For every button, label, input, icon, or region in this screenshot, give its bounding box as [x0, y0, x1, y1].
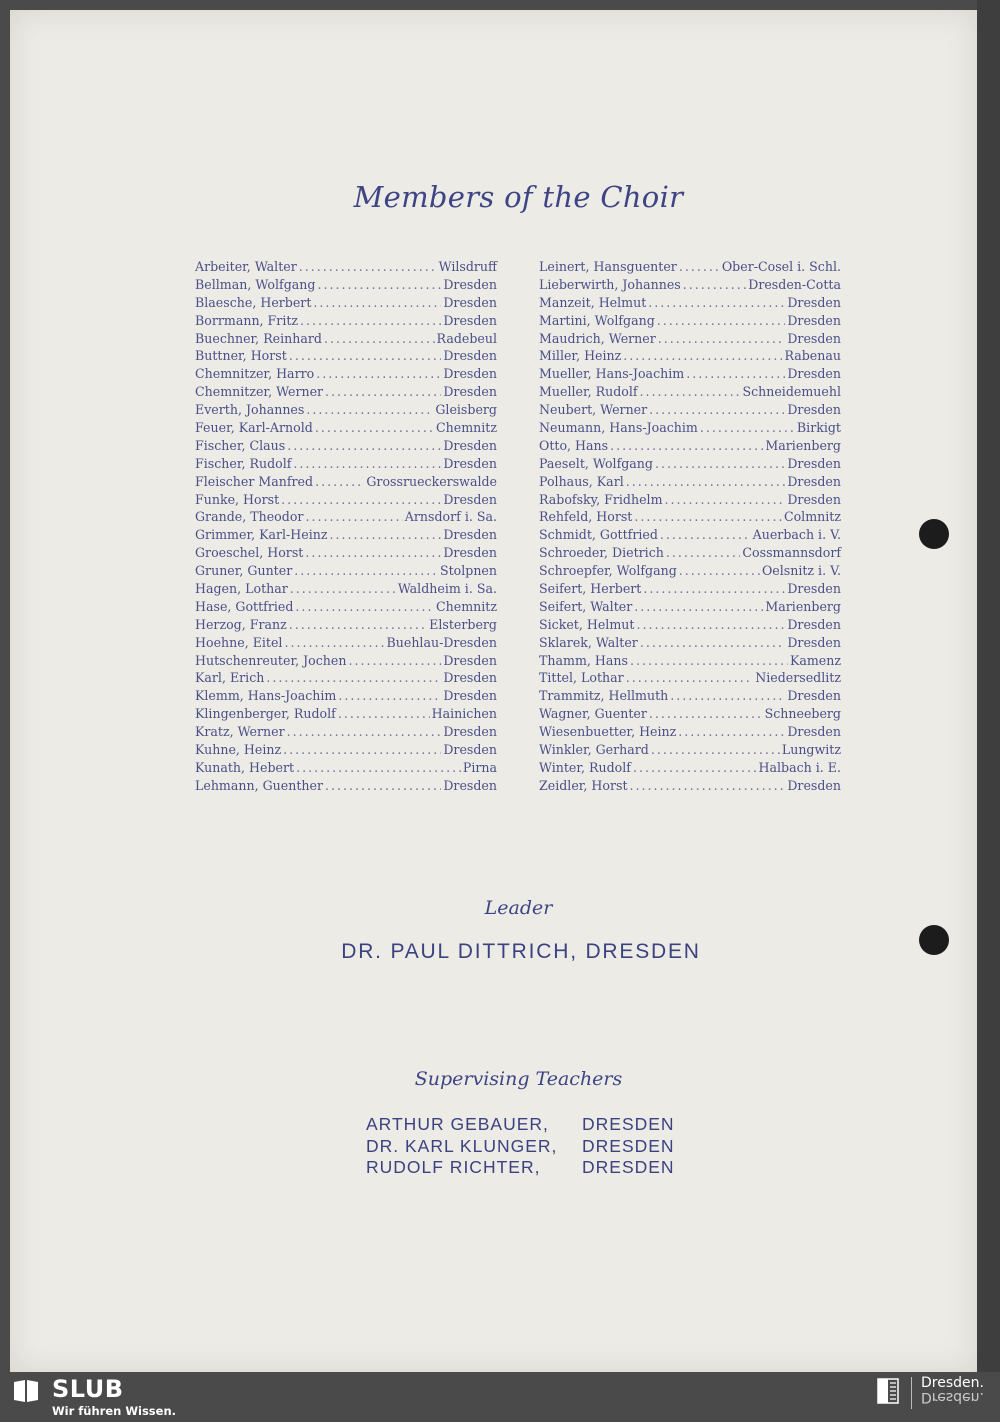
- teacher-name: RUDOLF RICHTER,: [366, 1157, 541, 1177]
- dot-leader: [648, 294, 785, 312]
- member-name: Tittel, Lothar: [539, 670, 624, 686]
- member-row: [195, 312, 497, 330]
- member-row: [195, 705, 497, 723]
- member-row: [195, 669, 497, 687]
- member-row: [195, 687, 497, 705]
- dot-leader: [330, 526, 442, 544]
- member-name: Hutschenreuter, Jochen: [195, 652, 347, 668]
- member-row: [539, 544, 841, 562]
- member-name: Leinert, Hansguenter: [539, 259, 677, 274]
- member-name: Schroepfer, Wolfgang: [539, 563, 677, 579]
- member-row: [539, 652, 841, 670]
- member-place: Dresden: [443, 724, 497, 740]
- member-place: Dresden: [787, 777, 841, 793]
- member-row: [195, 508, 497, 526]
- member-name: Trammitz, Hellmuth: [539, 688, 669, 704]
- dot-leader: [281, 491, 441, 509]
- member-row: [195, 473, 497, 491]
- member-name: Neumann, Hans-Joachim: [539, 420, 698, 436]
- member-name: Wagner, Guenter: [539, 706, 647, 722]
- dot-leader: [626, 669, 754, 687]
- teacher-row: [366, 1157, 675, 1179]
- member-name: Sklarek, Walter: [539, 634, 638, 650]
- dot-leader: [649, 705, 763, 723]
- dot-leader: [283, 741, 441, 759]
- dot-leader: [295, 598, 434, 616]
- member-name: Chemnitzer, Harro: [195, 366, 315, 382]
- member-row: [195, 741, 497, 759]
- member-place: Dresden: [787, 616, 841, 632]
- member-place: Colmnitz: [783, 509, 841, 525]
- member-row: [539, 347, 841, 365]
- member-row: [195, 562, 497, 580]
- dot-leader: [305, 544, 441, 562]
- member-place: Marienberg: [765, 598, 841, 614]
- member-name: Wiesenbuetter, Heinz: [539, 724, 677, 740]
- dot-leader: [658, 330, 786, 348]
- members-list-left: [195, 258, 497, 795]
- member-name: Paeselt, Wolfgang: [539, 455, 653, 471]
- member-place: Oelsnitz i. V.: [761, 563, 841, 579]
- member-place: Dresden: [787, 724, 841, 740]
- dresden-logo[interactable]: Dresden. Dresden.: [921, 1375, 984, 1405]
- member-name: Funke, Horst: [195, 491, 280, 507]
- member-place: Dresden: [443, 366, 497, 382]
- dot-leader: [665, 491, 786, 509]
- member-row: [195, 383, 497, 401]
- leader-label: Leader: [484, 897, 553, 919]
- dot-leader: [626, 473, 786, 491]
- dot-leader: [686, 365, 785, 383]
- dot-leader: [293, 455, 441, 473]
- member-place: Dresden: [443, 545, 497, 561]
- member-place: Birkigt: [796, 420, 841, 436]
- dot-leader: [657, 312, 786, 330]
- member-place: Gleisberg: [435, 402, 497, 418]
- leader-name: DR. PAUL DITTRICH, DRESDEN: [341, 940, 701, 963]
- teacher-name: ARTHUR GEBAUER,: [366, 1114, 549, 1134]
- member-row: [539, 687, 841, 705]
- member-row: [195, 652, 497, 670]
- member-place: Dresden: [787, 366, 841, 382]
- dot-leader: [290, 580, 396, 598]
- member-name: Schroeder, Dietrich: [539, 545, 664, 561]
- teacher-row: [366, 1136, 675, 1158]
- member-name: Grimmer, Karl-Heinz: [195, 527, 328, 543]
- member-row: [539, 383, 841, 401]
- dot-leader: [651, 741, 780, 759]
- member-row: [539, 258, 841, 276]
- member-name: Everth, Johannes: [195, 402, 305, 418]
- member-place: Dresden: [787, 402, 841, 418]
- member-row: [539, 330, 841, 348]
- member-row: [195, 330, 497, 348]
- member-row: [195, 294, 497, 312]
- member-place: Dresden-Cotta: [748, 276, 841, 292]
- dot-leader: [284, 634, 384, 652]
- dot-leader: [325, 777, 441, 795]
- member-name: Mueller, Rudolf: [539, 384, 638, 400]
- supervising-label: Supervising Teachers: [414, 1068, 623, 1090]
- dot-leader: [634, 598, 763, 616]
- member-name: Schmidt, Gottfried: [539, 527, 658, 543]
- member-row: [539, 759, 841, 777]
- member-place: Dresden: [443, 527, 497, 543]
- member-row: [195, 759, 497, 777]
- member-name: Groeschel, Horst: [195, 545, 304, 561]
- member-row: [195, 419, 497, 437]
- dot-leader: [266, 669, 441, 687]
- member-row: [195, 723, 497, 741]
- member-name: Gruner, Gunter: [195, 563, 293, 579]
- member-row: [539, 401, 841, 419]
- member-name: Arbeiter, Walter: [195, 259, 297, 274]
- member-name: Lehmann, Guenther: [195, 777, 323, 793]
- member-place: Dresden: [443, 742, 497, 758]
- member-name: Bellman, Wolfgang: [195, 276, 316, 292]
- member-name: Hase, Gottfried: [195, 598, 294, 614]
- member-row: [195, 634, 497, 652]
- member-place: Dresden: [443, 652, 497, 668]
- member-name: Manzeit, Helmut: [539, 294, 647, 310]
- member-place: Dresden: [787, 634, 841, 650]
- member-place: Dresden: [787, 330, 841, 346]
- dot-leader: [666, 544, 741, 562]
- dot-leader: [630, 777, 786, 795]
- member-name: Sicket, Helmut: [539, 616, 635, 632]
- member-row: [539, 705, 841, 723]
- teacher-name: DR. KARL KLUNGER,: [366, 1135, 558, 1156]
- member-place: Dresden: [443, 455, 497, 471]
- member-row: [539, 455, 841, 473]
- dot-leader: [324, 330, 435, 348]
- member-place: Hainichen: [431, 706, 497, 722]
- teacher-row: [366, 1114, 675, 1136]
- dot-leader: [679, 258, 720, 276]
- dot-leader: [338, 687, 441, 705]
- dot-leader: [313, 294, 441, 312]
- member-place: Chemnitz: [436, 420, 497, 436]
- dot-leader: [610, 437, 763, 455]
- member-name: Otto, Hans: [539, 437, 609, 453]
- member-row: [539, 276, 841, 294]
- member-row: [539, 777, 841, 795]
- member-row: [539, 491, 841, 509]
- member-place: Buehlau-Dresden: [386, 634, 497, 650]
- dot-leader: [316, 365, 441, 383]
- member-row: [195, 455, 497, 473]
- dresden-crest-icon: [877, 1378, 899, 1404]
- member-place: Schneidemuehl: [742, 384, 841, 400]
- member-place: Schneeberg: [764, 706, 841, 722]
- member-name: Feuer, Karl-Arnold: [195, 420, 313, 436]
- dot-leader: [623, 347, 782, 365]
- member-name: Polhaus, Karl: [539, 473, 624, 489]
- member-name: Maudrich, Werner: [539, 330, 656, 346]
- member-name: Lieberwirth, Johannes: [539, 276, 681, 292]
- member-name: Mueller, Hans-Joachim: [539, 366, 685, 382]
- member-row: [195, 616, 497, 634]
- dot-leader: [649, 401, 785, 419]
- slub-tagline: Wir führen Wissen.: [52, 1404, 177, 1418]
- dot-leader: [289, 347, 442, 365]
- teacher-place: DRESDEN: [582, 1114, 675, 1134]
- member-name: Kuhne, Heinz: [195, 742, 282, 758]
- member-name: Buechner, Reinhard: [195, 330, 322, 346]
- member-name: Rabofsky, Fridhelm: [539, 491, 663, 507]
- member-place: Marienberg: [765, 437, 841, 453]
- member-name: Kratz, Werner: [195, 724, 285, 740]
- member-name: Karl, Erich: [195, 670, 265, 686]
- member-name: Klemm, Hans-Joachim: [195, 688, 337, 704]
- dot-leader: [299, 258, 437, 276]
- member-row: [195, 276, 497, 294]
- member-name: Miller, Heinz: [539, 348, 622, 364]
- member-name: Klingenberger, Rudolf: [195, 706, 336, 722]
- member-place: Stolpnen: [439, 563, 497, 579]
- member-place: Wilsdruff: [438, 259, 497, 274]
- member-name: Grande, Theodor: [195, 509, 304, 525]
- member-place: Dresden: [443, 384, 497, 400]
- dot-leader: [348, 652, 441, 670]
- punch-hole: [919, 519, 949, 549]
- dot-leader: [294, 562, 438, 580]
- slub-brand[interactable]: SLUB: [52, 1375, 124, 1403]
- member-place: Lungwitz: [781, 742, 841, 758]
- member-place: Cossmannsdorf: [742, 545, 841, 561]
- member-row: [539, 580, 841, 598]
- dot-leader: [700, 419, 795, 437]
- member-name: Zeidler, Horst: [539, 777, 628, 793]
- teacher-place: DRESDEN: [582, 1135, 675, 1156]
- dot-leader: [325, 383, 441, 401]
- teachers-list: [366, 1114, 675, 1179]
- member-place: Grossrueckerswalde: [366, 473, 497, 489]
- member-row: [539, 312, 841, 330]
- member-row: [195, 401, 497, 419]
- member-row: [539, 562, 841, 580]
- member-row: [195, 598, 497, 616]
- dot-leader: [287, 723, 442, 741]
- member-row: [195, 365, 497, 383]
- member-row: [195, 437, 497, 455]
- member-place: Dresden: [787, 312, 841, 328]
- member-row: [539, 419, 841, 437]
- dot-leader: [643, 580, 785, 598]
- member-name: Kunath, Hebert: [195, 759, 295, 775]
- member-row: [539, 616, 841, 634]
- slub-book-icon: [12, 1378, 40, 1404]
- member-place: Dresden: [443, 276, 497, 292]
- member-place: Dresden: [787, 688, 841, 704]
- viewer-footer: [0, 1372, 1000, 1422]
- member-name: Hoehne, Eitel: [195, 634, 283, 650]
- member-name: Neubert, Werner: [539, 402, 648, 418]
- member-name: Winter, Rudolf: [539, 759, 631, 775]
- dot-leader: [296, 759, 461, 777]
- dot-leader: [305, 508, 402, 526]
- member-row: [195, 526, 497, 544]
- member-row: [539, 669, 841, 687]
- dot-leader: [289, 616, 427, 634]
- member-place: Dresden: [443, 294, 497, 310]
- dot-leader: [640, 634, 786, 652]
- member-place: Arnsdorf i. Sa.: [404, 509, 497, 525]
- dot-leader: [633, 759, 757, 777]
- member-place: Dresden: [787, 473, 841, 489]
- member-row: [195, 580, 497, 598]
- member-name: Chemnitzer, Werner: [195, 384, 324, 400]
- member-name: Thamm, Hans: [539, 652, 628, 668]
- member-row: [539, 634, 841, 652]
- member-place: Dresden: [443, 777, 497, 793]
- member-row: [539, 365, 841, 383]
- member-place: Pirna: [462, 759, 497, 775]
- dot-leader: [634, 508, 782, 526]
- member-place: Kamenz: [789, 652, 841, 668]
- member-row: [539, 437, 841, 455]
- dot-leader: [300, 312, 441, 330]
- member-name: Fischer, Rudolf: [195, 455, 292, 471]
- member-place: Dresden: [787, 455, 841, 471]
- member-name: Herzog, Franz: [195, 616, 287, 632]
- member-row: [195, 347, 497, 365]
- dot-leader: [683, 276, 746, 294]
- dot-leader: [630, 652, 788, 670]
- dot-leader: [670, 687, 785, 705]
- dot-leader: [655, 455, 785, 473]
- page-title: Members of the Choir: [353, 180, 684, 214]
- member-row: [195, 258, 497, 276]
- dot-leader: [338, 705, 430, 723]
- dot-leader: [317, 276, 441, 294]
- member-place: Dresden: [443, 348, 497, 364]
- member-place: Dresden: [443, 437, 497, 453]
- member-place: Radebeul: [436, 330, 497, 346]
- member-row: [539, 741, 841, 759]
- member-row: [539, 508, 841, 526]
- member-name: Buttner, Horst: [195, 348, 287, 364]
- member-place: Dresden: [443, 312, 497, 328]
- member-name: Martini, Wolfgang: [539, 312, 655, 328]
- member-name: Hagen, Lothar: [195, 581, 288, 597]
- member-name: Fleischer Manfred: [195, 473, 314, 489]
- member-name: Winkler, Gerhard: [539, 742, 649, 758]
- member-row: [195, 491, 497, 509]
- member-place: Dresden: [443, 491, 497, 507]
- member-place: Dresden: [787, 294, 841, 310]
- member-place: Dresden: [443, 670, 497, 686]
- dot-leader: [660, 526, 751, 544]
- member-row: [539, 526, 841, 544]
- member-name: Blaesche, Herbert: [195, 294, 312, 310]
- dot-leader: [678, 723, 785, 741]
- dot-leader: [315, 473, 364, 491]
- dot-leader: [636, 616, 785, 634]
- member-name: Borrmann, Fritz: [195, 312, 299, 328]
- dot-leader: [306, 401, 433, 419]
- teacher-place: DRESDEN: [582, 1157, 675, 1177]
- dot-leader: [679, 562, 760, 580]
- member-name: Seifert, Walter: [539, 598, 633, 614]
- member-row: [195, 544, 497, 562]
- member-place: Dresden: [443, 688, 497, 704]
- member-row: [195, 777, 497, 795]
- member-name: Rehfeld, Horst: [539, 509, 633, 525]
- dot-leader: [287, 437, 441, 455]
- member-row: [539, 473, 841, 491]
- member-place: Dresden: [787, 581, 841, 597]
- dot-leader: [640, 383, 741, 401]
- member-place: Ober-Cosel i. Schl.: [721, 259, 841, 274]
- member-place: Halbach i. E.: [758, 759, 841, 775]
- member-name: Fischer, Claus: [195, 437, 286, 453]
- member-row: [539, 598, 841, 616]
- member-place: Rabenau: [784, 348, 841, 364]
- member-row: [539, 723, 841, 741]
- member-place: Auerbach i. V.: [752, 527, 841, 543]
- dot-leader: [315, 419, 434, 437]
- member-place: Chemnitz: [436, 598, 497, 614]
- member-place: Dresden: [787, 491, 841, 507]
- member-row: [539, 294, 841, 312]
- footer-divider: [911, 1377, 912, 1409]
- member-place: Waldheim i. Sa.: [397, 581, 497, 597]
- member-place: Elsterberg: [429, 616, 497, 632]
- member-place: Niedersedlitz: [755, 670, 841, 686]
- members-list-right: [539, 258, 841, 795]
- member-name: Seifert, Herbert: [539, 581, 642, 597]
